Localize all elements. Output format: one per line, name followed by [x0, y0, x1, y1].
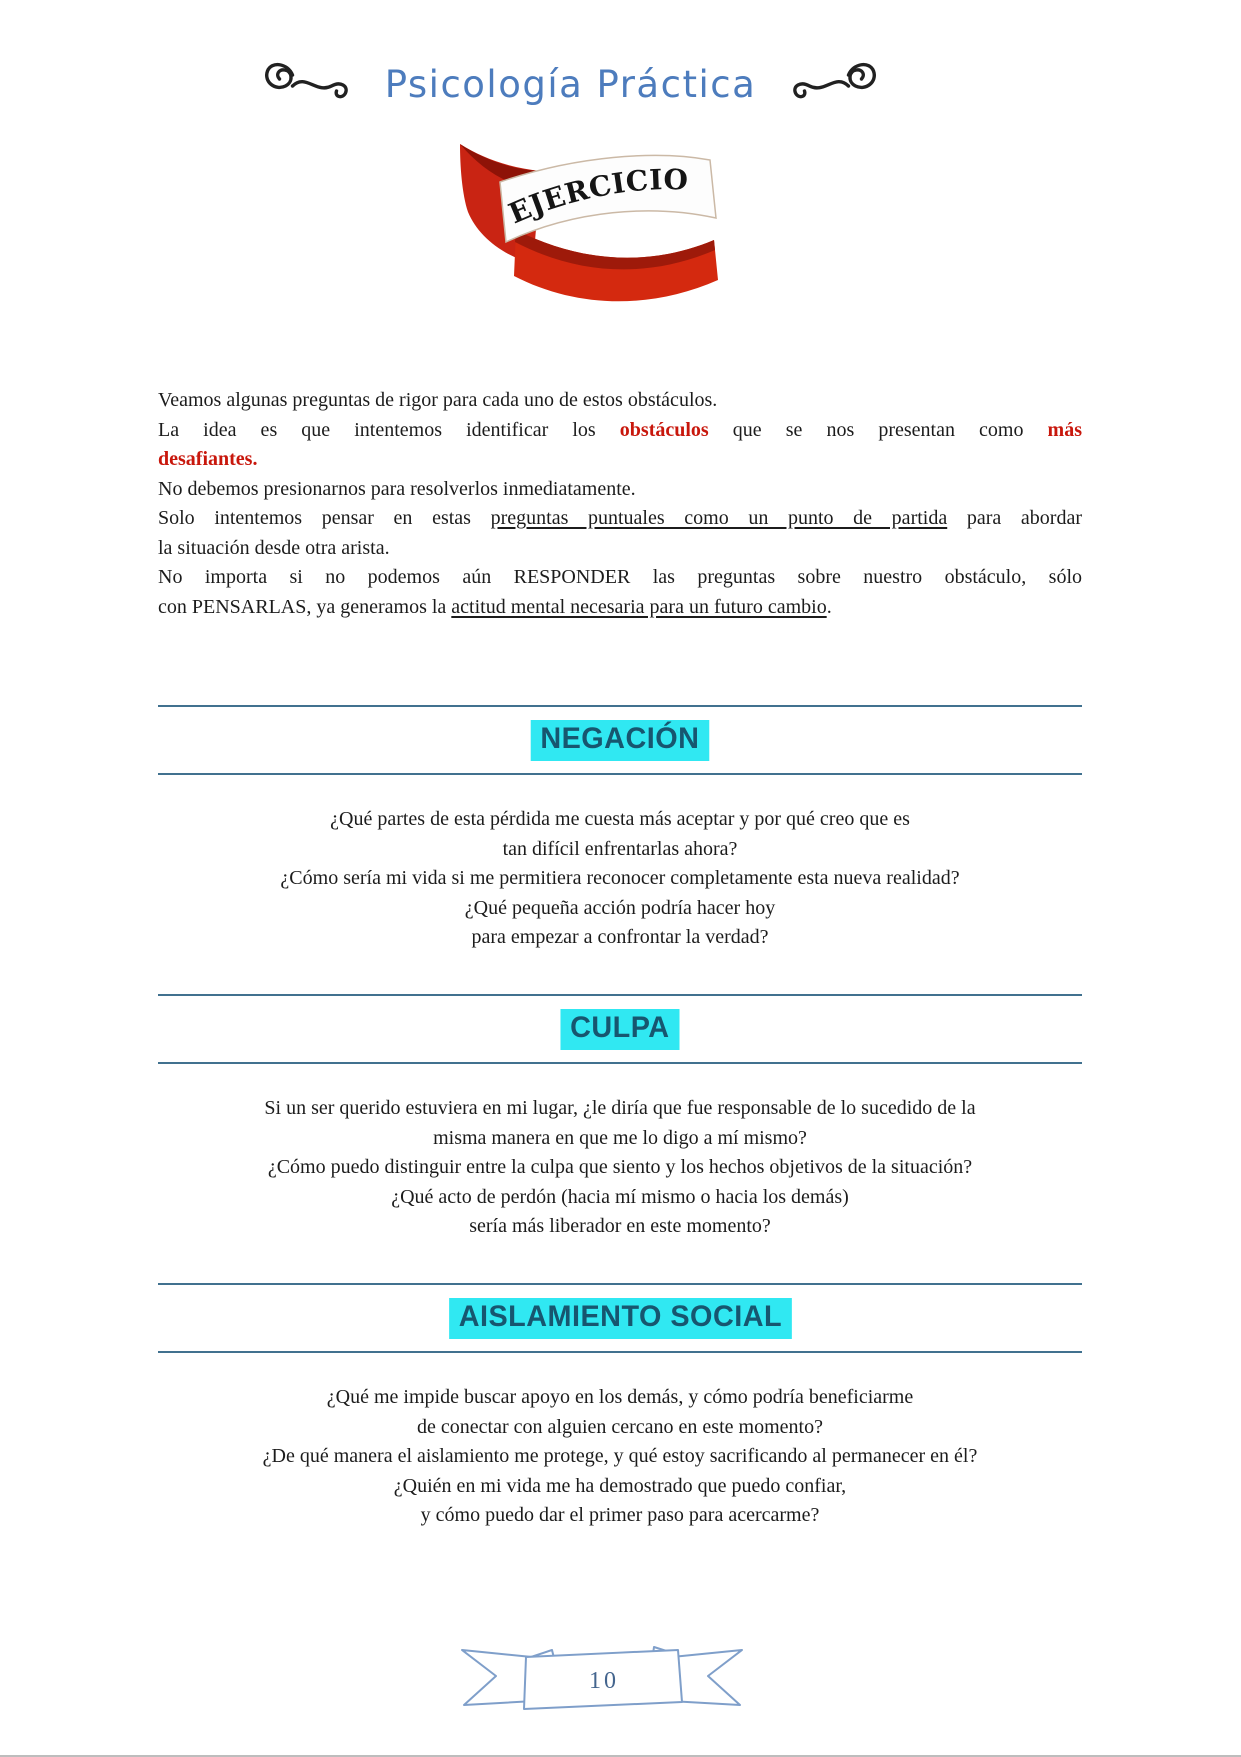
section-negacion-header — [158, 705, 1082, 775]
section-negacion-questions — [158, 805, 1082, 953]
intro-line-8 — [158, 593, 1082, 623]
section-aislamiento-social-title: AISLAMIENTO SOCIAL — [449, 1298, 792, 1339]
intro-line-1: Veamos algunas preguntas de rigor para cada uno de estos obstáculos. — [158, 389, 718, 411]
intro-line-2-text: La idea es que intentemos identificar los — [158, 418, 620, 441]
page-number: 10 — [589, 1668, 619, 1694]
question-line: y cómo puedo dar el primer paso para acercarme? — [420, 1504, 820, 1526]
intro-line-6: la situación desde otra arista. — [158, 536, 390, 559]
intro-line-5-underlined: preguntas puntuales como un punto de partida — [490, 507, 948, 529]
question-line: ¿Qué partes de esta pérdida me cuesta más aceptar y por qué creo que es — [330, 808, 910, 830]
question-line: ¿Qué acto de perdón (hacia mí mismo o hacia los demás) — [391, 1185, 849, 1208]
intro-line-4: No debemos presionarnos para resolverlos inmediatamente. — [158, 477, 636, 500]
page-header — [0, 58, 1191, 110]
section-aislamiento-social — [158, 1283, 1082, 1531]
question-line: ¿Quién en mi vida me ha demostrado que puedo confiar, — [393, 1474, 847, 1497]
page-number-ribbon — [452, 1645, 752, 1717]
section-culpa — [158, 994, 1082, 1242]
section-culpa-title: CULPA — [561, 1009, 680, 1050]
ejercicio-label: EJERCICIO — [503, 162, 689, 231]
intro-line-2-highlight-red2: más — [1047, 418, 1082, 441]
intro-line-5 — [158, 504, 1082, 534]
intro-line-8-underlined: actitud mental necesaria para un futuro cambio — [451, 595, 827, 618]
section-negacion-title: NEGACIÓN — [531, 720, 709, 761]
intro-line-2-text2: que se nos presentan como — [708, 418, 1048, 441]
question-line: ¿Qué pequeña acción podría hacer hoy — [464, 896, 776, 919]
question-line: ¿Cómo puedo distinguir entre la culpa que siento y los hechos objetivos de la situación? — [267, 1156, 973, 1178]
red-ribbon-icon — [444, 138, 724, 310]
question-line: ¿Qué me impide buscar apoyo en los demás, y cómo podría beneficiarme — [326, 1386, 914, 1408]
intro-line-3-highlight-red: desafiantes. — [158, 448, 258, 470]
intro-line-5-text: Solo intentemos pensar en estas — [158, 507, 491, 529]
intro-line-5-text2: para abordar — [947, 507, 1082, 529]
brand-title: Psicología Práctica — [384, 62, 757, 106]
intro-line-2-highlight-red: obstáculos — [619, 418, 709, 441]
question-line: misma manera en que me lo digo a mí mismo? — [433, 1126, 807, 1149]
section-culpa-header — [158, 994, 1082, 1064]
question-line: para empezar a confrontar la verdad? — [471, 926, 769, 948]
section-culpa-questions — [158, 1094, 1082, 1242]
question-line: Si un ser querido estuviera en mi lugar, ¿le diría que fue responsable de lo sucedido de la — [264, 1097, 976, 1119]
section-negacion — [158, 705, 1082, 953]
question-line: sería más liberador en este momento? — [469, 1215, 771, 1237]
section-aislamiento-social-questions — [158, 1383, 1082, 1531]
intro-line-8-text: con PENSARLAS, ya generamos la — [158, 595, 452, 618]
question-line: ¿De qué manera el aislamiento me protege, y qué estoy sacrificando al permanecer en él? — [262, 1445, 978, 1467]
intro-line-2 — [158, 416, 1082, 446]
intro-line-7: No importa si no podemos aún RESPONDER las preguntas sobre nuestro obstáculo, sólo — [158, 566, 1082, 588]
blue-ribbon-icon — [452, 1645, 752, 1717]
swirl-ornament-right-icon — [786, 58, 882, 110]
intro-paragraphs — [158, 386, 1082, 622]
question-line: ¿Cómo sería mi vida si me permitiera reconocer completamente esta nueva realidad? — [280, 867, 960, 889]
question-line: de conectar con alguien cercano en este momento? — [417, 1415, 823, 1438]
intro-line-8-period: . — [826, 595, 832, 618]
section-aislamiento-social-header — [158, 1283, 1082, 1353]
swirl-ornament-left-icon — [259, 58, 355, 110]
intro-line-3 — [158, 445, 1082, 475]
ejercicio-ribbon-banner — [444, 138, 724, 310]
question-line: tan difícil enfrentarlas ahora? — [502, 837, 738, 860]
